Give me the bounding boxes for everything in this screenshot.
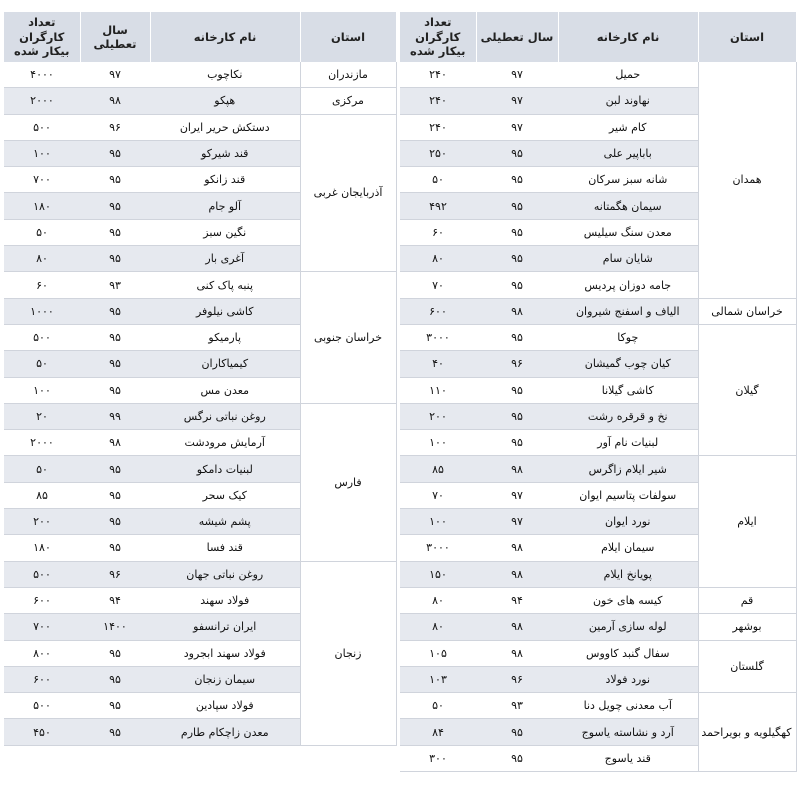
closure-year-cell: ۹۵ — [80, 246, 150, 272]
closure-year-cell: ۹۵ — [476, 719, 558, 745]
factory-name-cell: سیمان ایلام — [558, 535, 698, 561]
closure-year-cell: ۹۹ — [80, 403, 150, 429]
factory-name-cell: روغن نباتی جهان — [150, 561, 300, 587]
closure-year-cell: ۹۵ — [80, 167, 150, 193]
closure-year-cell: ۹۸ — [80, 88, 150, 114]
table-row — [4, 403, 396, 429]
unemployed-workers-cell: ۳۰۰ — [400, 745, 476, 771]
factory-name-cell: آب معدنی چویل دنا — [558, 693, 698, 719]
table-row — [400, 693, 796, 719]
closure-year-cell: ۹۵ — [80, 377, 150, 403]
closure-year-cell: ۹۸ — [476, 640, 558, 666]
factory-name-cell: سولفات پتاسیم ایوان — [558, 482, 698, 508]
table-row — [400, 640, 796, 666]
factory-name-cell: معدن سنگ سیلیس — [558, 219, 698, 245]
closure-year-cell: ۹۵ — [80, 509, 150, 535]
unemployed-workers-cell: ۷۰۰ — [4, 614, 80, 640]
factory-name-cell: فولاد سهند — [150, 587, 300, 613]
closure-year-cell: ۹۷ — [80, 62, 150, 88]
closure-year-cell: ۹۴ — [80, 587, 150, 613]
province-cell: کهگیلویه و بویراحمد — [698, 693, 796, 772]
table-body — [400, 62, 796, 772]
header-province: استان — [698, 12, 796, 62]
closure-year-cell: ۹۵ — [80, 298, 150, 324]
province-cell: فارس — [300, 403, 396, 561]
factory-name-cell: حمیل — [558, 62, 698, 88]
factory-name-cell: چوکا — [558, 324, 698, 350]
closure-year-cell: ۹۵ — [80, 482, 150, 508]
province-cell: زنجان — [300, 561, 396, 745]
closure-year-cell: ۹۷ — [476, 114, 558, 140]
factory-name-cell: پارمیکو — [150, 324, 300, 350]
header-workers: تعداد کارگران بیکار شده — [4, 12, 80, 62]
table-row — [400, 324, 796, 350]
factory-name-cell: لبنیات نام آور — [558, 430, 698, 456]
table-row — [400, 62, 796, 88]
factory-name-cell: کاشی نیلوفر — [150, 298, 300, 324]
unemployed-workers-cell: ۲۰۰ — [4, 509, 80, 535]
factory-name-cell: روغن نباتی نرگس — [150, 403, 300, 429]
province-cell: آذربایجان غربی — [300, 114, 396, 272]
closure-year-cell: ۹۶ — [476, 666, 558, 692]
header-year: سال تعطیلی — [476, 12, 558, 62]
unemployed-workers-cell: ۸۰ — [4, 246, 80, 272]
unemployed-workers-cell: ۲۴۰ — [400, 88, 476, 114]
unemployed-workers-cell: ۴۵۰ — [4, 719, 80, 745]
unemployed-workers-cell: ۷۰ — [400, 482, 476, 508]
factory-name-cell: پویانخ ایلام — [558, 561, 698, 587]
closure-year-cell: ۹۵ — [80, 666, 150, 692]
header-province: استان — [300, 12, 396, 62]
factory-name-cell: سفال گنبد کاووس — [558, 640, 698, 666]
unemployed-workers-cell: ۱۰۰ — [400, 509, 476, 535]
unemployed-workers-cell: ۶۰ — [400, 219, 476, 245]
province-cell: مرکزی — [300, 88, 396, 114]
header-row — [400, 12, 796, 62]
table-body — [4, 62, 396, 745]
unemployed-workers-cell: ۱۸۰ — [4, 193, 80, 219]
table-row — [400, 298, 796, 324]
table-row — [4, 88, 396, 114]
factory-name-cell: قند زانکو — [150, 167, 300, 193]
closure-year-cell: ۹۷ — [476, 88, 558, 114]
closure-year-cell: ۱۴۰۰ — [80, 614, 150, 640]
closure-year-cell: ۹۵ — [476, 140, 558, 166]
province-cell: همدان — [698, 62, 796, 298]
closure-year-cell: ۹۵ — [80, 693, 150, 719]
unemployed-workers-cell: ۵۰ — [400, 167, 476, 193]
closure-year-cell: ۹۵ — [476, 219, 558, 245]
factory-name-cell: کیان چوب گمیشان — [558, 351, 698, 377]
factory-name-cell: دستکش حریر ایران — [150, 114, 300, 140]
table-row — [4, 114, 396, 140]
factory-name-cell: قند شیرکو — [150, 140, 300, 166]
unemployed-workers-cell: ۸۰ — [400, 614, 476, 640]
unemployed-workers-cell: ۱۰۵ — [400, 640, 476, 666]
factory-name-cell: کاشی گیلانا — [558, 377, 698, 403]
closure-year-cell: ۹۵ — [476, 167, 558, 193]
factory-name-cell: شانه سبز سرکان — [558, 167, 698, 193]
unemployed-workers-cell: ۵۰۰ — [4, 693, 80, 719]
unemployed-workers-cell: ۱۵۰ — [400, 561, 476, 587]
closure-year-cell: ۹۵ — [476, 246, 558, 272]
unemployed-workers-cell: ۱۸۰ — [4, 535, 80, 561]
factory-name-cell: سیمان هگمتانه — [558, 193, 698, 219]
unemployed-workers-cell: ۸۵ — [4, 482, 80, 508]
table-row — [4, 561, 396, 587]
table-row — [400, 456, 796, 482]
unemployed-workers-cell: ۸۰۰ — [4, 640, 80, 666]
factory-name-cell: آلو جام — [150, 193, 300, 219]
closure-year-cell: ۹۵ — [80, 351, 150, 377]
factory-name-cell: شایان سام — [558, 246, 698, 272]
header-workers: تعداد کارگران بیکار شده — [400, 12, 476, 62]
factory-name-cell: ایران ترانسفو — [150, 614, 300, 640]
closed-factories-table-left — [4, 12, 397, 746]
closure-year-cell: ۹۷ — [476, 509, 558, 535]
factory-name-cell: سیمان زنجان — [150, 666, 300, 692]
factory-name-cell: کام شیر — [558, 114, 698, 140]
unemployed-workers-cell: ۳۰۰۰ — [400, 324, 476, 350]
factory-name-cell: الیاف و اسفنج شیروان — [558, 298, 698, 324]
closure-year-cell: ۹۸ — [476, 298, 558, 324]
unemployed-workers-cell: ۸۴ — [400, 719, 476, 745]
closure-year-cell: ۹۴ — [476, 587, 558, 613]
factory-name-cell: لبنیات دامکو — [150, 456, 300, 482]
table-row — [400, 614, 796, 640]
closure-year-cell: ۹۶ — [476, 351, 558, 377]
factory-name-cell: آرمایش مرودشت — [150, 430, 300, 456]
unemployed-workers-cell: ۲۰۰۰ — [4, 88, 80, 114]
unemployed-workers-cell: ۴۰ — [400, 351, 476, 377]
factory-name-cell: جامه دوزان پردیس — [558, 272, 698, 298]
unemployed-workers-cell: ۳۰۰۰ — [400, 535, 476, 561]
province-cell: گیلان — [698, 324, 796, 455]
factory-name-cell: لوله سازی آرمین — [558, 614, 698, 640]
factory-name-cell: کیک سحر — [150, 482, 300, 508]
province-cell: گلستان — [698, 640, 796, 693]
header-year: سال تعطیلی — [80, 12, 150, 62]
closure-year-cell: ۹۸ — [80, 430, 150, 456]
header-row — [4, 12, 396, 62]
closure-year-cell: ۹۵ — [476, 193, 558, 219]
factory-name-cell: فولاد سهند ابجرود — [150, 640, 300, 666]
closure-year-cell: ۹۸ — [476, 614, 558, 640]
province-cell: خراسان جنوبی — [300, 272, 396, 403]
closure-year-cell: ۹۵ — [476, 430, 558, 456]
closure-year-cell: ۹۵ — [80, 219, 150, 245]
closure-year-cell: ۹۵ — [476, 324, 558, 350]
factory-name-cell: نخ و قرقره رشت — [558, 403, 698, 429]
factory-name-cell: فولاد سپادین — [150, 693, 300, 719]
unemployed-workers-cell: ۶۰ — [4, 272, 80, 298]
closure-year-cell: ۹۵ — [80, 324, 150, 350]
unemployed-workers-cell: ۴۹۲ — [400, 193, 476, 219]
factory-name-cell: نهاوند لبن — [558, 88, 698, 114]
province-cell: خراسان شمالی — [698, 298, 796, 324]
unemployed-workers-cell: ۱۱۰ — [400, 377, 476, 403]
factory-name-cell: باباپیر علی — [558, 140, 698, 166]
unemployed-workers-cell: ۱۰۰ — [4, 377, 80, 403]
closure-year-cell: ۹۵ — [80, 193, 150, 219]
unemployed-workers-cell: ۵۰ — [4, 456, 80, 482]
unemployed-workers-cell: ۴۰۰۰ — [4, 62, 80, 88]
table-row — [4, 62, 396, 88]
province-cell: مازندران — [300, 62, 396, 88]
factory-name-cell: شیر ایلام زاگرس — [558, 456, 698, 482]
factory-name-cell: پشم شیشه — [150, 509, 300, 535]
factory-name-cell: آغری بار — [150, 246, 300, 272]
unemployed-workers-cell: ۵۰ — [4, 219, 80, 245]
province-cell: ایلام — [698, 456, 796, 587]
unemployed-workers-cell: ۲۴۰ — [400, 114, 476, 140]
unemployed-workers-cell: ۱۰۰ — [4, 140, 80, 166]
factory-name-cell: نکاچوب — [150, 62, 300, 88]
unemployed-workers-cell: ۸۰ — [400, 246, 476, 272]
factory-name-cell: کیمیاکاران — [150, 351, 300, 377]
factory-name-cell: قند یاسوج — [558, 745, 698, 771]
closure-year-cell: ۹۳ — [80, 272, 150, 298]
factory-name-cell: نورد ایوان — [558, 509, 698, 535]
factory-name-cell: معدن مس — [150, 377, 300, 403]
closure-year-cell: ۹۵ — [476, 377, 558, 403]
factory-name-cell: کیسه های خون — [558, 587, 698, 613]
unemployed-workers-cell: ۲۰۰۰ — [4, 430, 80, 456]
header-factory: نام کارخانه — [558, 12, 698, 62]
unemployed-workers-cell: ۲۰ — [4, 403, 80, 429]
unemployed-workers-cell: ۶۰۰ — [4, 587, 80, 613]
factory-name-cell: معدن زاچکام طارم — [150, 719, 300, 745]
unemployed-workers-cell: ۶۰۰ — [4, 666, 80, 692]
unemployed-workers-cell: ۲۵۰ — [400, 140, 476, 166]
unemployed-workers-cell: ۱۰۳ — [400, 666, 476, 692]
unemployed-workers-cell: ۵۰۰ — [4, 114, 80, 140]
table-row — [400, 587, 796, 613]
closure-year-cell: ۹۵ — [80, 535, 150, 561]
unemployed-workers-cell: ۸۵ — [400, 456, 476, 482]
factory-name-cell: نورد فولاد — [558, 666, 698, 692]
unemployed-workers-cell: ۸۰ — [400, 587, 476, 613]
province-cell: بوشهر — [698, 614, 796, 640]
factory-name-cell: قند فسا — [150, 535, 300, 561]
closure-year-cell: ۹۶ — [80, 561, 150, 587]
closure-year-cell: ۹۵ — [476, 403, 558, 429]
header-factory: نام کارخانه — [150, 12, 300, 62]
closure-year-cell: ۹۵ — [476, 745, 558, 771]
closure-year-cell: ۹۸ — [476, 456, 558, 482]
unemployed-workers-cell: ۵۰ — [4, 351, 80, 377]
unemployed-workers-cell: ۱۰۰۰ — [4, 298, 80, 324]
closure-year-cell: ۹۸ — [476, 561, 558, 587]
unemployed-workers-cell: ۷۰ — [400, 272, 476, 298]
unemployed-workers-cell: ۲۴۰ — [400, 62, 476, 88]
closure-year-cell: ۹۵ — [80, 640, 150, 666]
closure-year-cell: ۹۶ — [80, 114, 150, 140]
closed-factories-table-right — [400, 12, 797, 772]
closure-year-cell: ۹۵ — [80, 456, 150, 482]
factory-name-cell: هپکو — [150, 88, 300, 114]
closure-year-cell: ۹۵ — [476, 272, 558, 298]
table-row — [4, 272, 396, 298]
closure-year-cell: ۹۵ — [80, 719, 150, 745]
unemployed-workers-cell: ۶۰۰ — [400, 298, 476, 324]
unemployed-workers-cell: ۷۰۰ — [4, 167, 80, 193]
closure-year-cell: ۹۵ — [80, 140, 150, 166]
factory-name-cell: پنبه پاک کنی — [150, 272, 300, 298]
closure-year-cell: ۹۷ — [476, 62, 558, 88]
factory-name-cell: آرد و نشاسته یاسوج — [558, 719, 698, 745]
unemployed-workers-cell: ۲۰۰ — [400, 403, 476, 429]
closure-year-cell: ۹۳ — [476, 693, 558, 719]
unemployed-workers-cell: ۵۰۰ — [4, 561, 80, 587]
unemployed-workers-cell: ۵۰ — [400, 693, 476, 719]
unemployed-workers-cell: ۵۰۰ — [4, 324, 80, 350]
closure-year-cell: ۹۸ — [476, 535, 558, 561]
closure-year-cell: ۹۷ — [476, 482, 558, 508]
factory-name-cell: نگین سبز — [150, 219, 300, 245]
province-cell: قم — [698, 587, 796, 613]
unemployed-workers-cell: ۱۰۰ — [400, 430, 476, 456]
